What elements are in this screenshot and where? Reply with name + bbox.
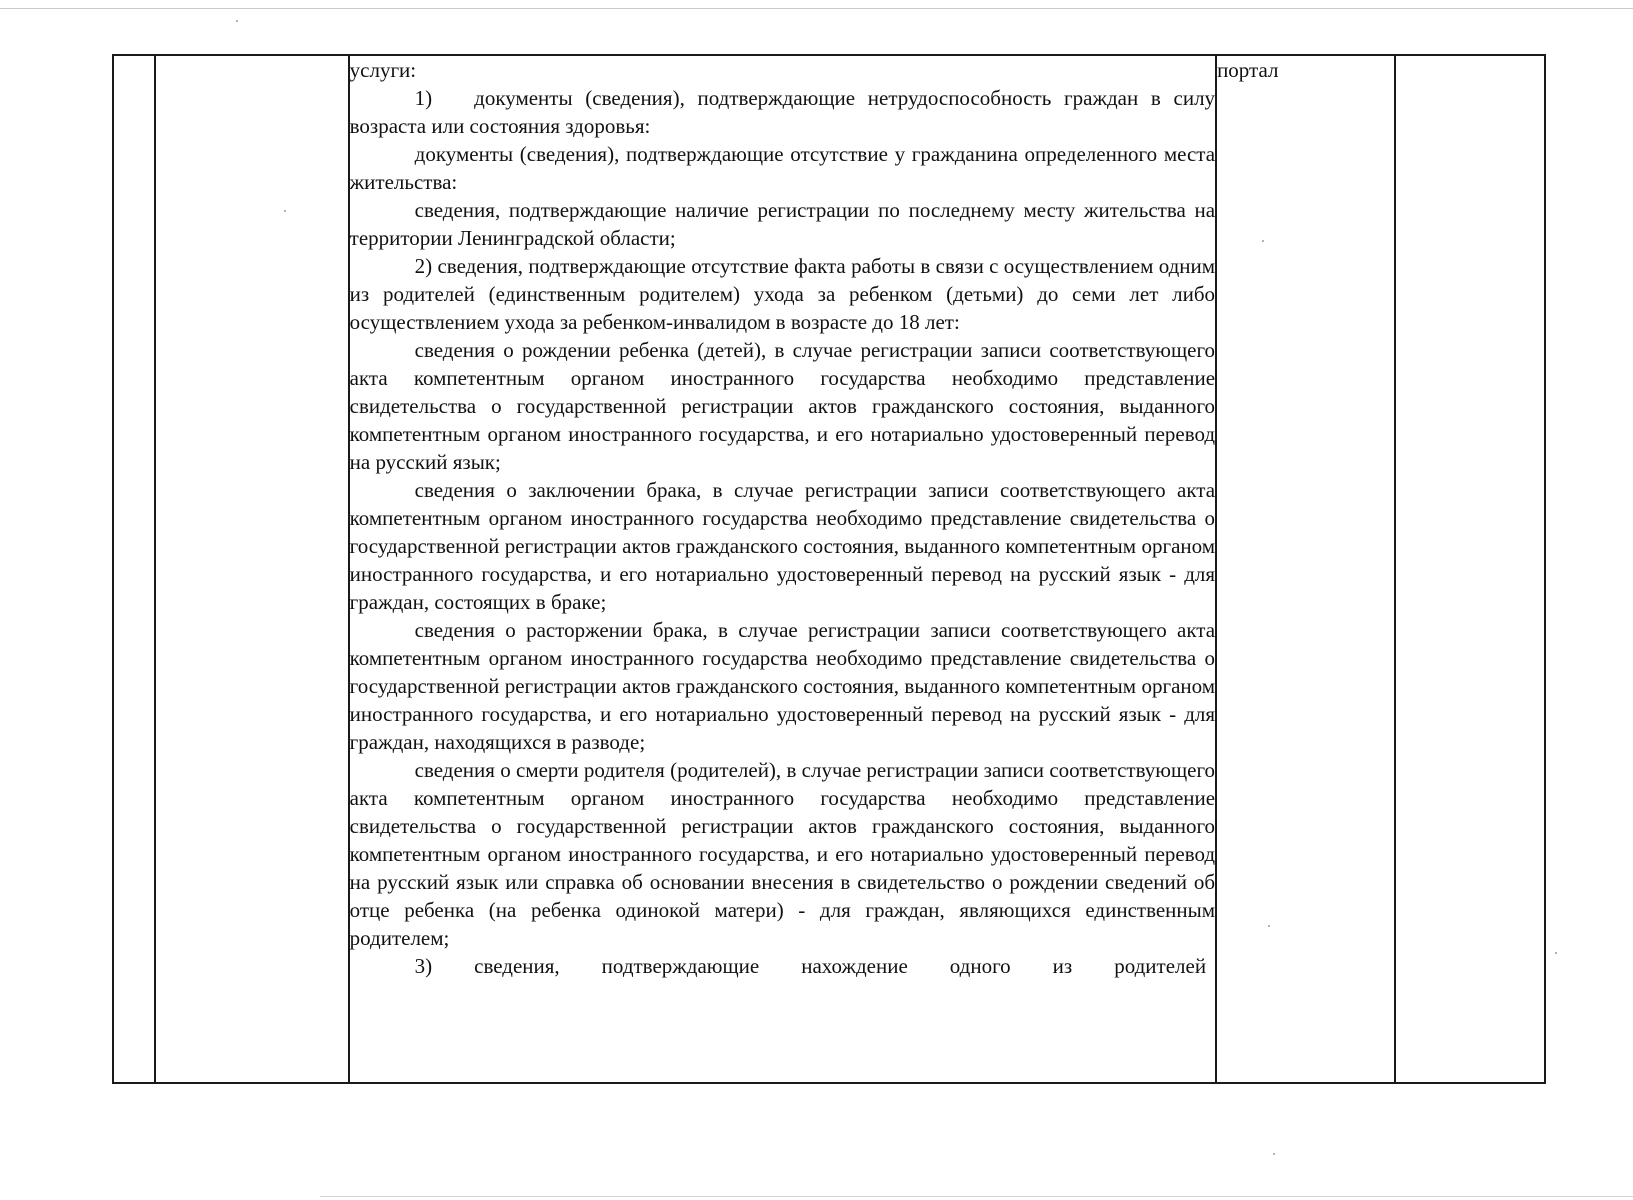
submission-method-cell: портал bbox=[1216, 55, 1394, 1083]
scan-speck bbox=[236, 20, 238, 22]
scan-speck bbox=[1555, 952, 1557, 954]
paragraph: 3) сведения, подтверждающие нахождение одного из родителей bbox=[414, 954, 1207, 978]
number-cell bbox=[113, 55, 155, 1083]
paragraph: документы (сведения), подтверждающие отсутствие у гражданина определенного места жительства: bbox=[349, 142, 1216, 194]
document-table bbox=[112, 54, 1546, 1084]
paragraph: сведения, подтверждающие наличие регистрации по последнему месту жительства на территории Ленинградской области; bbox=[349, 198, 1216, 250]
paragraph: услуги: bbox=[349, 58, 417, 82]
paragraph: сведения о рождении ребенка (детей), в случае регистрации записи соответствующего акта компетентным органом иностранного государства необходимо представление свидетельства о государственной регистрации актов гражданского состояния, выданного компетентным органом иностранного государства, и его нотариально удостоверенный перевод на русский язык; bbox=[349, 338, 1216, 474]
table-row bbox=[113, 55, 1545, 1083]
notes-cell bbox=[1395, 55, 1545, 1083]
paragraph: 2) сведения, подтверждающие отсутствие факта работы в связи с осуществлением одним из родителей (единственным родителем) ухода за ребенком (детьми) до семи лет либо осуществлением ухода за ребенком-инвалидом в возрасте до 18 лет: bbox=[349, 254, 1216, 334]
documents-cell bbox=[349, 55, 1216, 1083]
scan-speck bbox=[1273, 1153, 1275, 1155]
scan-edge-top bbox=[0, 8, 1633, 9]
paragraph: сведения о заключении брака, в случае регистрации записи соответствующего акта компетентным органом иностранного государства необходимо представление свидетельства о государственной регистрации актов гражданского состояния, выданного компетентным органом иностранного государства, и его нотариально удостоверенный перевод на русский язык - для граждан, состоящих в браке; bbox=[349, 478, 1216, 614]
scan-edge-bottom bbox=[320, 1196, 1633, 1197]
paragraph: сведения о расторжении брака, в случае регистрации записи соответствующего акта компетентным органом иностранного государства необходимо представление свидетельства о государственной регистрации актов гражданского состояния, выданного компетентным органом иностранного государства, и его нотариально удостоверенный перевод на русский язык - для граждан, находящихся в разводе; bbox=[349, 618, 1216, 754]
paragraph: сведения о смерти родителя (родителей), в случае регистрации записи соответствующего акта компетентным органом иностранного государства необходимо представление свидетельства о государственной регистрации актов гражданского состояния, выданного компетентным органом иностранного государства, и его нотариально удостоверенный перевод на русский язык или справка об основании внесения в свидетельство о рождении сведений об отце ребенка (на ребенка одинокой матери) - для граждан, являющихся единственным родителем; bbox=[349, 758, 1216, 950]
paragraph: 1) документы (сведения), подтверждающие нетрудоспособность граждан в силу возраста или состояния здоровья: bbox=[349, 86, 1216, 138]
name-cell bbox=[155, 55, 349, 1083]
